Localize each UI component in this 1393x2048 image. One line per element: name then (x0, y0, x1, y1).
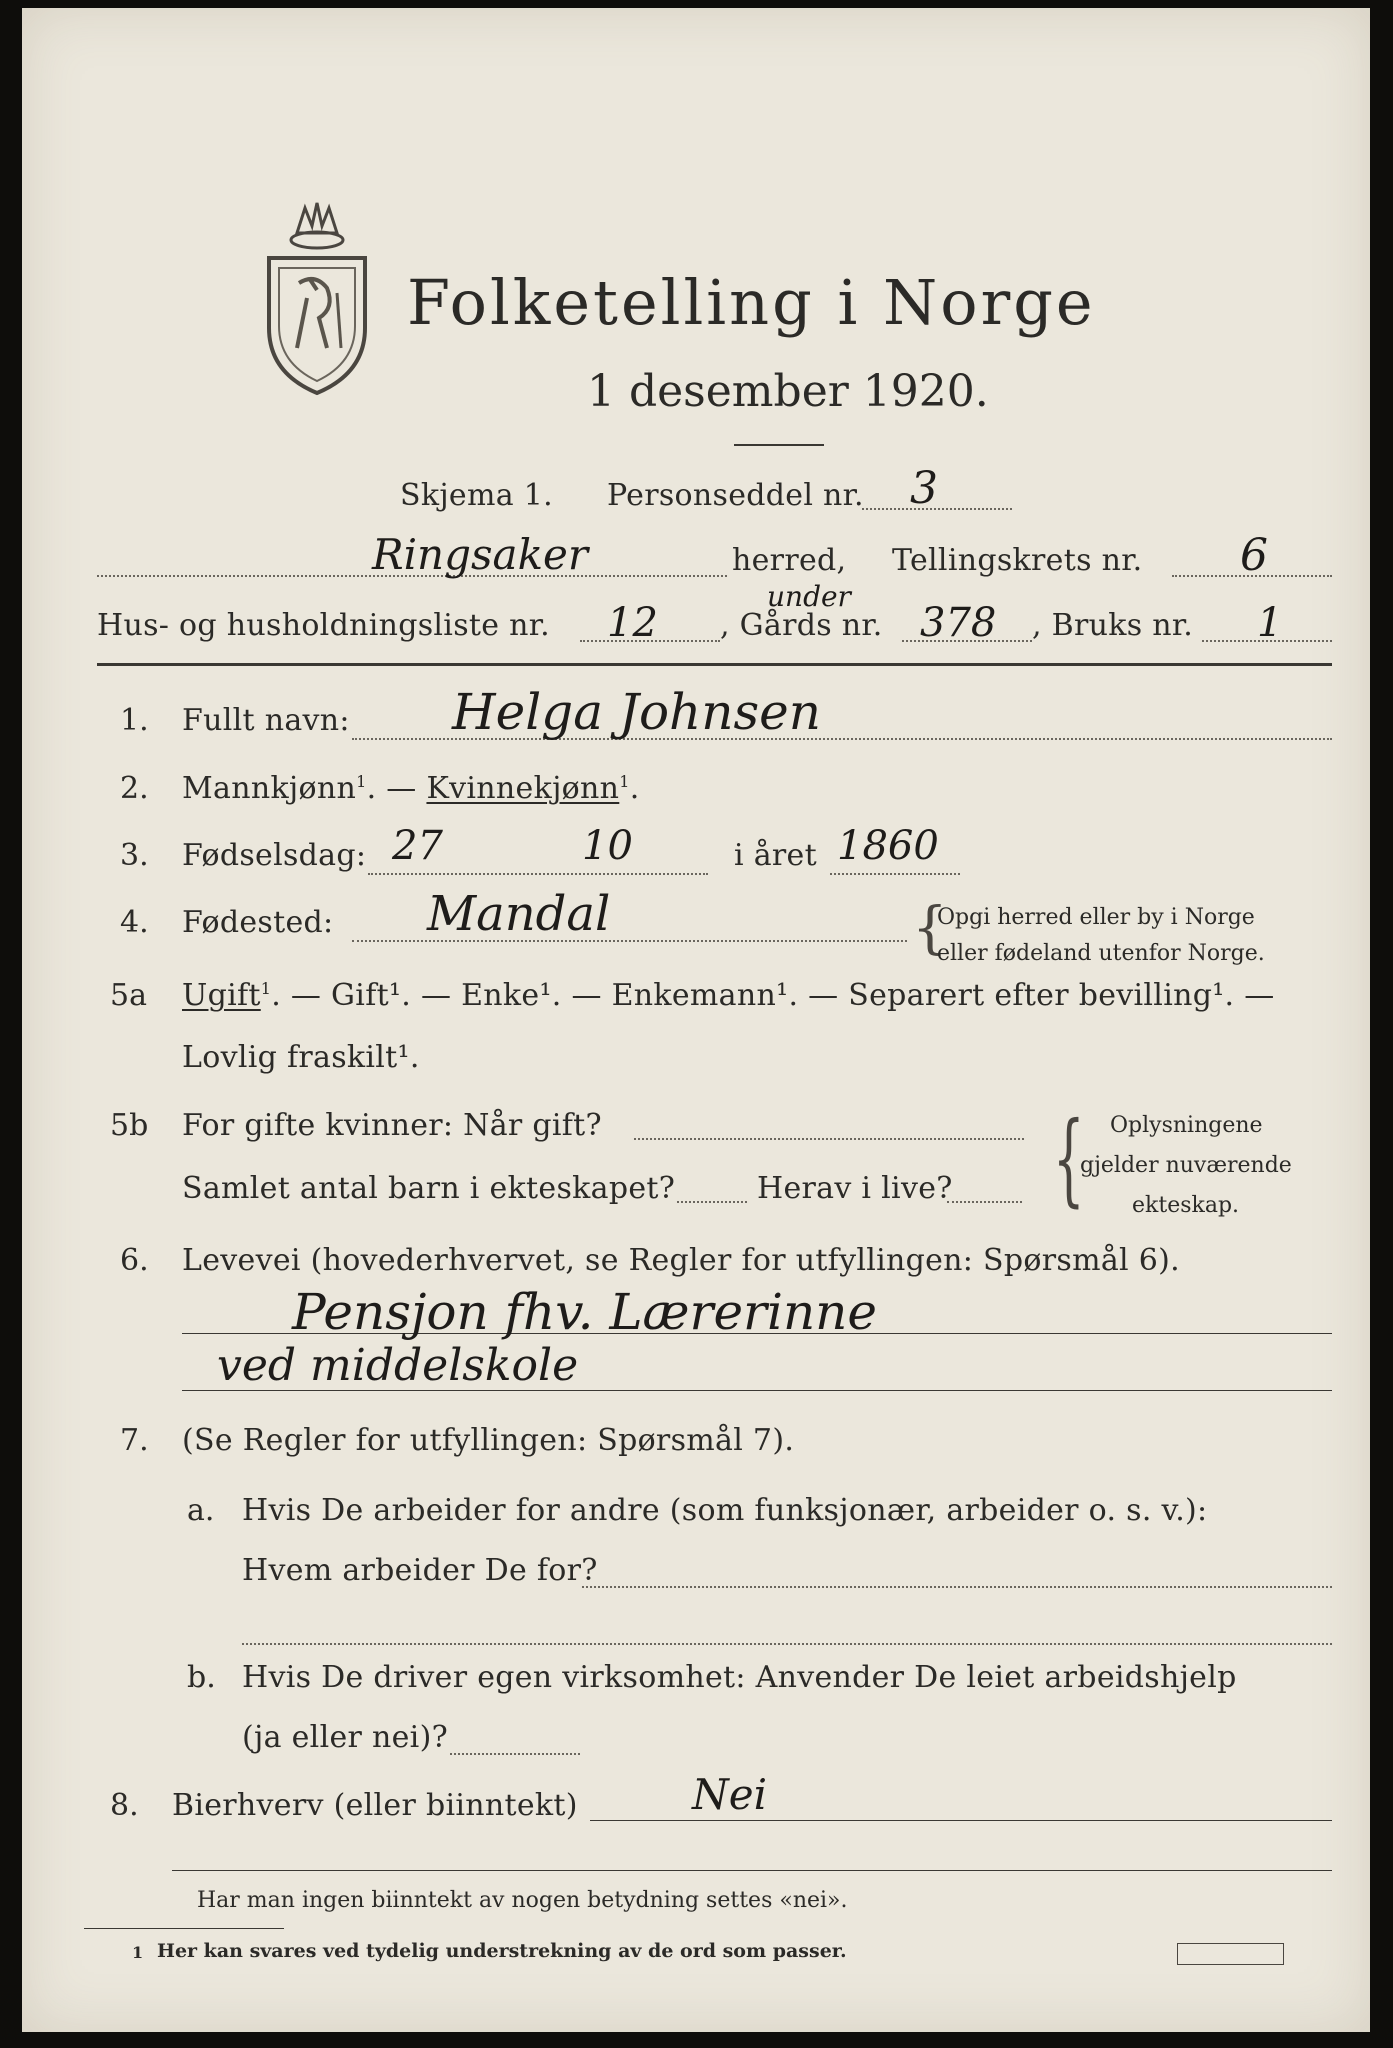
q8-line1 (590, 1820, 1332, 1821)
title-divider (734, 444, 824, 446)
footnote-text: Her kan svares ved tydelig understrekning av de ord som passer. (157, 1940, 847, 1962)
q3-month: 10 (582, 823, 633, 869)
q7b-text: Hvis De driver egen virksomhet: Anvender De leiet arbeidshjelp (242, 1660, 1237, 1695)
printer-stamp (1177, 1943, 1284, 1965)
q2-end: . (629, 771, 640, 806)
bruks-value: 1 (1257, 600, 1283, 646)
q3-date-line (368, 873, 708, 875)
hus-value: 12 (607, 600, 658, 646)
q3-number: 3. (120, 838, 149, 873)
schema-label: Skjema 1. (400, 478, 553, 513)
q8-line2 (172, 1870, 1332, 1871)
q5b-alive-line (947, 1201, 1022, 1203)
q5b-children-line (677, 1201, 747, 1203)
q8-value: Nei (692, 1770, 768, 1819)
q7a-text: Hvis De arbeider for andre (som funksjonær, arbeider o. s. v.): (242, 1493, 1208, 1528)
q8-number: 8. (110, 1788, 139, 1823)
q6-number: 6. (120, 1243, 149, 1278)
form-title: Folketelling i Norge (407, 266, 1096, 339)
q5b-note3: ekteskap. (1132, 1193, 1240, 1218)
footnote-mark: 1 (132, 1943, 144, 1962)
bruks-label: , Bruks nr. (1032, 608, 1194, 643)
q7a-number: a. (187, 1493, 215, 1528)
gards-note: under (767, 580, 851, 613)
q5a-number: 5a (110, 978, 147, 1013)
tellingskrets-value: 6 (1240, 530, 1268, 581)
q2-gender: Mannkjønn$^1$. — Kvinnekjønn$^1$. (182, 771, 640, 806)
q7b-line (450, 1753, 580, 1755)
q8-label: Bierhverv (eller biinntekt) (172, 1788, 578, 1823)
q5b-brace: { (1052, 1100, 1085, 1217)
q1-full-name: Helga Johnsen (452, 683, 821, 741)
q5b-number: 5b (110, 1108, 149, 1143)
q7-number: 7. (120, 1423, 149, 1458)
q1-label: Fullt navn: (182, 703, 350, 738)
q3-year-label: i året (734, 838, 817, 873)
q2-male: Mannkjønn (182, 771, 357, 806)
q5b-alive-label: Herav i live? (757, 1171, 953, 1206)
q7a-line1 (582, 1586, 1332, 1588)
q5b-note2: gjelder nuværende (1080, 1153, 1292, 1178)
q7a-line2 (242, 1643, 1332, 1645)
q5a-line2: Lovlig fraskilt¹. (182, 1040, 420, 1075)
herred-value: Ringsaker (372, 530, 588, 579)
q2-female-underlined: Kvinnekjønn (426, 771, 620, 806)
q6-label: Levevei (hovederhvervet, se Regler for utfyllingen: Spørsmål 6). (182, 1243, 1180, 1278)
gards-value: 378 (920, 600, 997, 646)
q7b-number: b. (187, 1660, 216, 1695)
q4-note-line1: Opgi herred eller by i Norge (937, 905, 1255, 930)
q2-separator: . — (366, 771, 417, 806)
q4-note-line2: eller fødeland utenfor Norge. (937, 941, 1265, 966)
q5a-ugift-underlined: Ugift (182, 978, 261, 1013)
q7-label: (Se Regler for utfyllingen: Spørsmål 7). (182, 1423, 795, 1458)
q1-number: 1. (120, 703, 149, 738)
q5b-note1: Oplysningene (1110, 1113, 1263, 1138)
q4-label: Fødested: (182, 905, 334, 940)
q4-birthplace: Mandal (427, 886, 611, 942)
gards-label: , Gårds nr. (720, 608, 883, 643)
tellingskrets-label: Tellingskrets nr. (892, 543, 1143, 578)
q3-label: Fødselsdag: (182, 838, 367, 873)
q7a-question: Hvem arbeider De for? (242, 1553, 598, 1588)
bottom-note: Har man ingen biinntekt av nogen betydning settes «nei». (197, 1888, 848, 1913)
q3-year: 1860 (837, 823, 939, 869)
q6-occupation-line2: ved middelskole (217, 1340, 579, 1391)
census-date: 1 desember 1920. (587, 366, 989, 417)
q2-number: 2. (120, 771, 149, 806)
q5b-when-married: For gifte kvinner: Når gift? (182, 1108, 602, 1143)
q5b-when-line (634, 1138, 1024, 1140)
census-form-sheet (22, 8, 1370, 2032)
q4-number: 4. (120, 905, 149, 940)
q3-year-line (830, 873, 960, 875)
norwegian-coat-of-arms-icon (257, 198, 377, 398)
herred-label: herred, (732, 543, 847, 578)
q3-day: 27 (392, 823, 443, 869)
q4-brace: { (912, 896, 948, 961)
q5a-rest: . — Gift¹. — Enke¹. — Enkemann¹. — Separert efter bevilling¹. — (271, 978, 1275, 1013)
q6-occupation-line1: Pensjon fhv. Lærerinne (292, 1283, 877, 1341)
header-divider (97, 663, 1332, 666)
footnote-divider (84, 1928, 284, 1929)
q5b-children-label: Samlet antal barn i ekteskapet? (182, 1171, 676, 1206)
personseddel-value: 3 (910, 463, 938, 514)
hus-label: Hus- og husholdningsliste nr. (97, 608, 550, 643)
personseddel-label: Personseddel nr. (607, 478, 864, 513)
q7b-question: (ja eller nei)? (242, 1720, 448, 1755)
q5a-options: Ugift$^1$. — Gift¹. — Enke¹. — Enkemann¹. — Separert efter bevilling¹. — (182, 978, 1275, 1013)
